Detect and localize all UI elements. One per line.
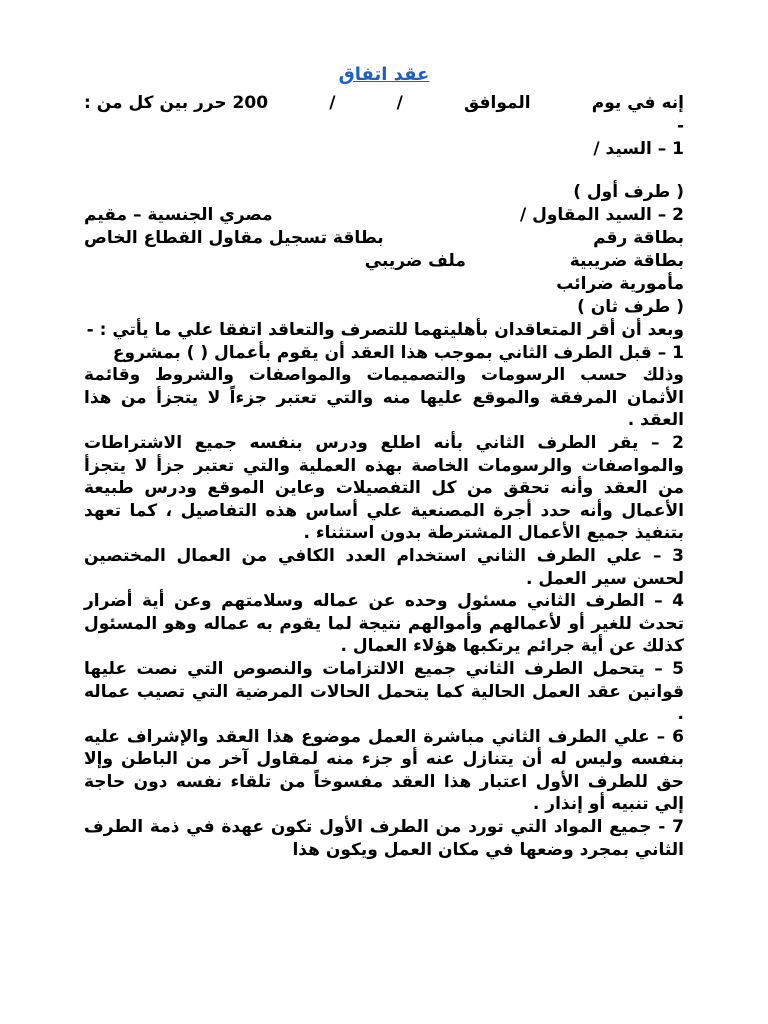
clause-4: 4 – الطرف الثاني مسئول وحده عن عماله وسلامتهم وعن أية أضرار تحدث للغير أو لأعمالهم وأموالهم نتيجة لما يقوم به عماله وهو المسئول كذلك عن أية جرائم يرتكبها هؤلاء العمال . [84,591,684,657]
tax-line [84,250,684,273]
card-registration: بطاقة تسجيل مقاول القطاع الخاص [84,228,384,248]
party2-name: 2 – السيد المقاول / [519,205,684,225]
tax-office: مأمورية ضرائب [556,274,684,294]
party2-label: ( طرف ثان ) [577,297,684,317]
clause-7: 7 - جميع المواد التي تورد من الطرف الأول تكون عهدة في ذمة الطرف الثاني بمجرد وضعها في مكان العمل ويكون هذا [84,817,684,860]
paragraph-intro: وبعد أن أقر المتعاقدان بأهليتهما للتصرف والتعاقد اتفقا علي ما يأتي : - [86,320,684,340]
document-title: عقد اتفاق [338,64,430,85]
party1-label: ( طرف أول ) [573,182,684,202]
clause-1-cont: وذلك حسب الرسومات والتصميمات والمواصفات والشروط وقائمة الأثمان المرفقة والموقع عليها منه والتي تعتبر جزءاً لا يتجزأ من هذا العقد . [84,365,684,431]
clause-5: 5 – يتحمل الطرف الثاني جميع الالتزامات والنصوص التي نصت عليها قوانين عقد العمل الحالية كما يتحمل الحالات المرضية التي تصيب عماله . [84,658,684,725]
clause-6: 6 – علي الطرف الثاني مباشرة العمل موضوع هذا العقد والإشراف عليه بنفسه وليس له أن يتنازل عنه أو جزء منه لمقاول آخر من الباطن وإلا حق للطرف الأول اعتبار هذا العقد مفسوخاً من تلقاء نفسه دون حاجة إلي تنبيه أو إنذار . [84,726,684,815]
tax-file: ملف ضريبي [364,251,466,271]
intro-slash-2: / [329,93,336,113]
clause-1: 1 – قبل الطرف الثاني بموجب هذا العقد أن يقوم بأعمال ( ) بمشروع [112,342,684,363]
party2-nationality: مصري الجنسية – مقيم [84,205,273,225]
party2-line [84,204,684,227]
intro-day: إنه في يوم [591,93,684,113]
intro-year: 200 حرر بين كل من : [84,93,269,113]
card-label: بطاقة رقم [593,228,684,248]
clause-2: 2 – يقر الطرف الثاني بأنه اطلع ودرس بنفسه جميع الاشتراطات والمواصفات والرسومات الخاصة بهذه العملية والتي تعتبر جزأ لا يتجزأ من العقد وأنه تحقق من كل التفصيلات وعاين الموقع ودرس طبيعة الأعمال وأنه حدد أجرة المصنعية علي أساس هذه التفاصيل ، كما تعهد بتنفيذ جميع الأعمال المشترطة بدون استثناء . [84,432,684,544]
intro-corresp: الموافق [464,93,531,113]
card-line [84,227,684,250]
intro-dash: - [676,116,684,136]
intro-line [84,92,684,115]
tax-card: بطاقة ضريبية [569,251,684,271]
party1-line: 1 – السيد / [593,139,684,159]
clause-3: 3 – علي الطرف الثاني استخدام العدد الكافي من العمال المختصين لحسن سير العمل . [84,545,684,589]
intro-slash-1: / [396,93,403,113]
contract-body [84,319,684,861]
spacer [84,161,684,181]
